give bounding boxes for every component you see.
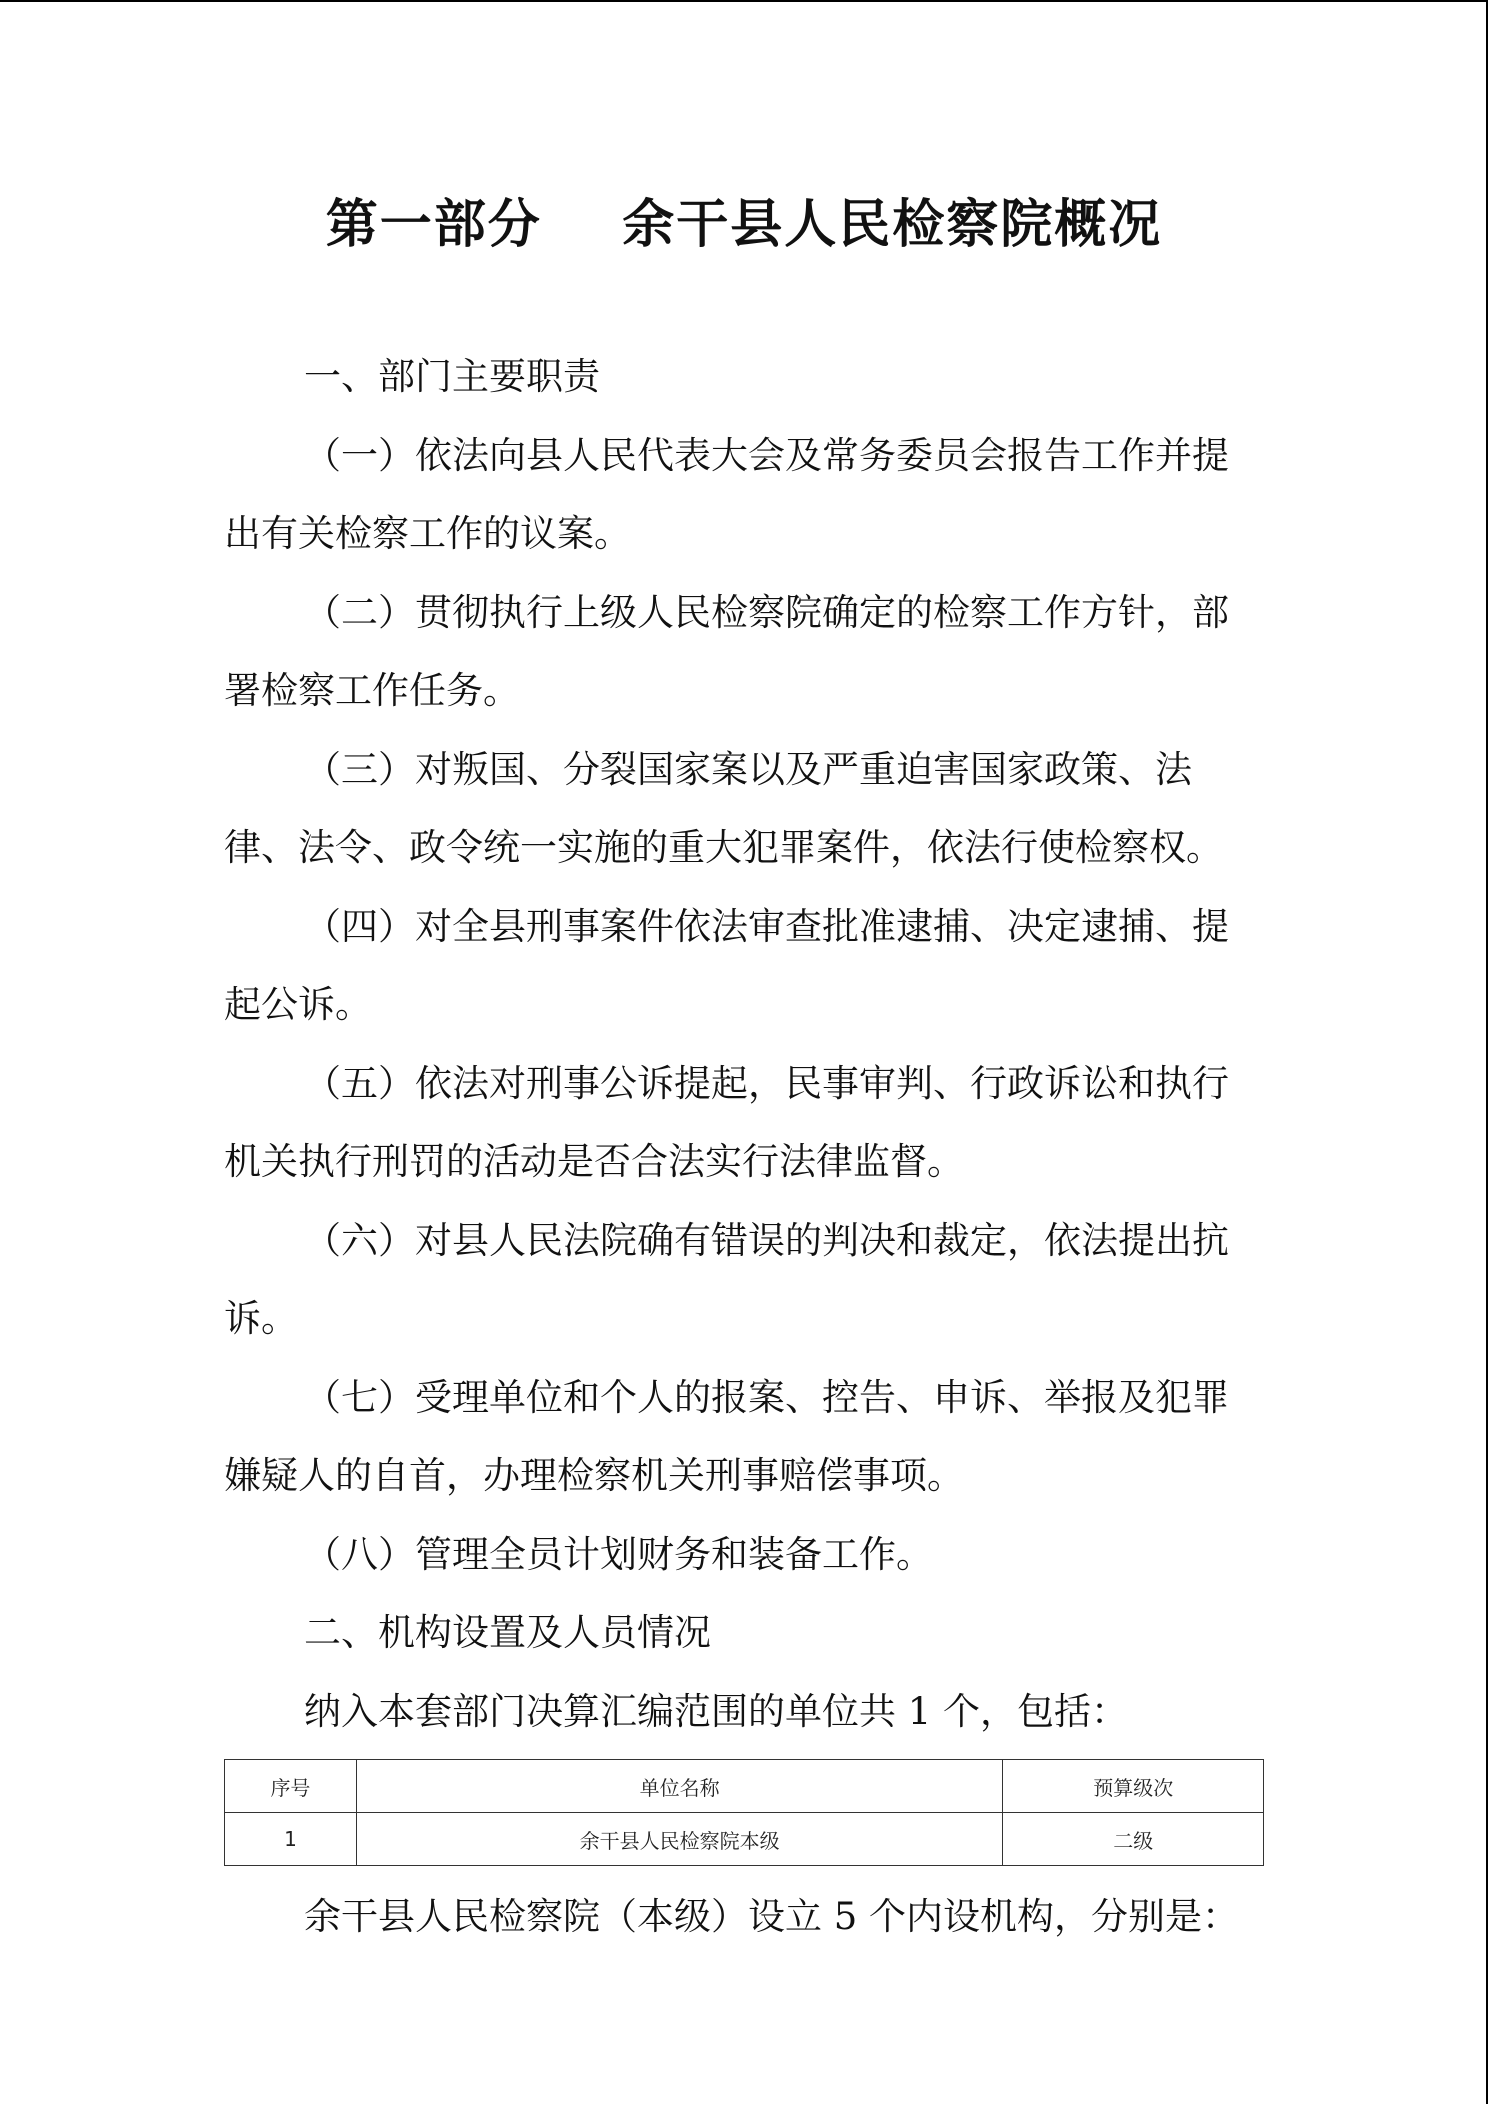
table-header: 序号 [225, 1760, 357, 1813]
page-border-top [0, 0, 1488, 2]
section-heading-duties: 一、部门主要职责 [304, 355, 600, 398]
duty-item-1: （一）依法向县人民代表大会及常务委员会报告工作并提出有关检察工作的议案。 [224, 433, 1229, 555]
duty-item-3: （三）对叛国、分裂国家案以及严重迫害国家政策、法律、法令、政令统一实施的重大犯罪案件，依法行使检察权。 [224, 747, 1223, 869]
units-table [224, 1759, 1264, 1866]
table-row [225, 1813, 1264, 1866]
table-cell: 余干县人民检察院本级 [356, 1813, 1003, 1866]
duty-item-6: （六）对县人民法院确有错误的判决和裁定，依法提出抗诉。 [224, 1218, 1229, 1340]
table-cell: 1 [225, 1813, 357, 1866]
table-header-row [225, 1760, 1264, 1813]
duty-item-4: （四）对全县刑事案件依法审查批准逮捕、决定逮捕、提起公诉。 [224, 904, 1229, 1026]
duty-item-7: （七）受理单位和个人的报案、控告、申诉、举报及犯罪嫌疑人的自首，办理检察机关刑事赔偿事项。 [224, 1375, 1229, 1497]
units-intro: 纳入本套部门决算汇编范围的单位共 1 个，包括： [304, 1689, 1129, 1733]
document-body [224, 338, 1264, 1957]
duty-item-5: （五）依法对刑事公诉提起，民事审判、行政诉讼和执行机关执行刑罚的活动是否合法实行法律监督。 [224, 1061, 1229, 1183]
internal-departments-intro: 余干县人民检察院（本级）设立 5 个内设机构，分别是： [304, 1895, 1240, 1938]
table-header: 预算级次 [1003, 1760, 1264, 1813]
duty-item-8: （八）管理全员计划财务和装备工作。 [304, 1532, 933, 1576]
page-title: 第一部分 余干县人民检察院概况 [325, 194, 1163, 255]
duty-item-2: （二）贯彻执行上级人民检察院确定的检察工作方针，部署检察工作任务。 [224, 590, 1229, 712]
table-header: 单位名称 [356, 1760, 1003, 1813]
table-cell: 二级 [1003, 1813, 1264, 1866]
section-heading-organization: 二、机构设置及人员情况 [304, 1611, 711, 1654]
